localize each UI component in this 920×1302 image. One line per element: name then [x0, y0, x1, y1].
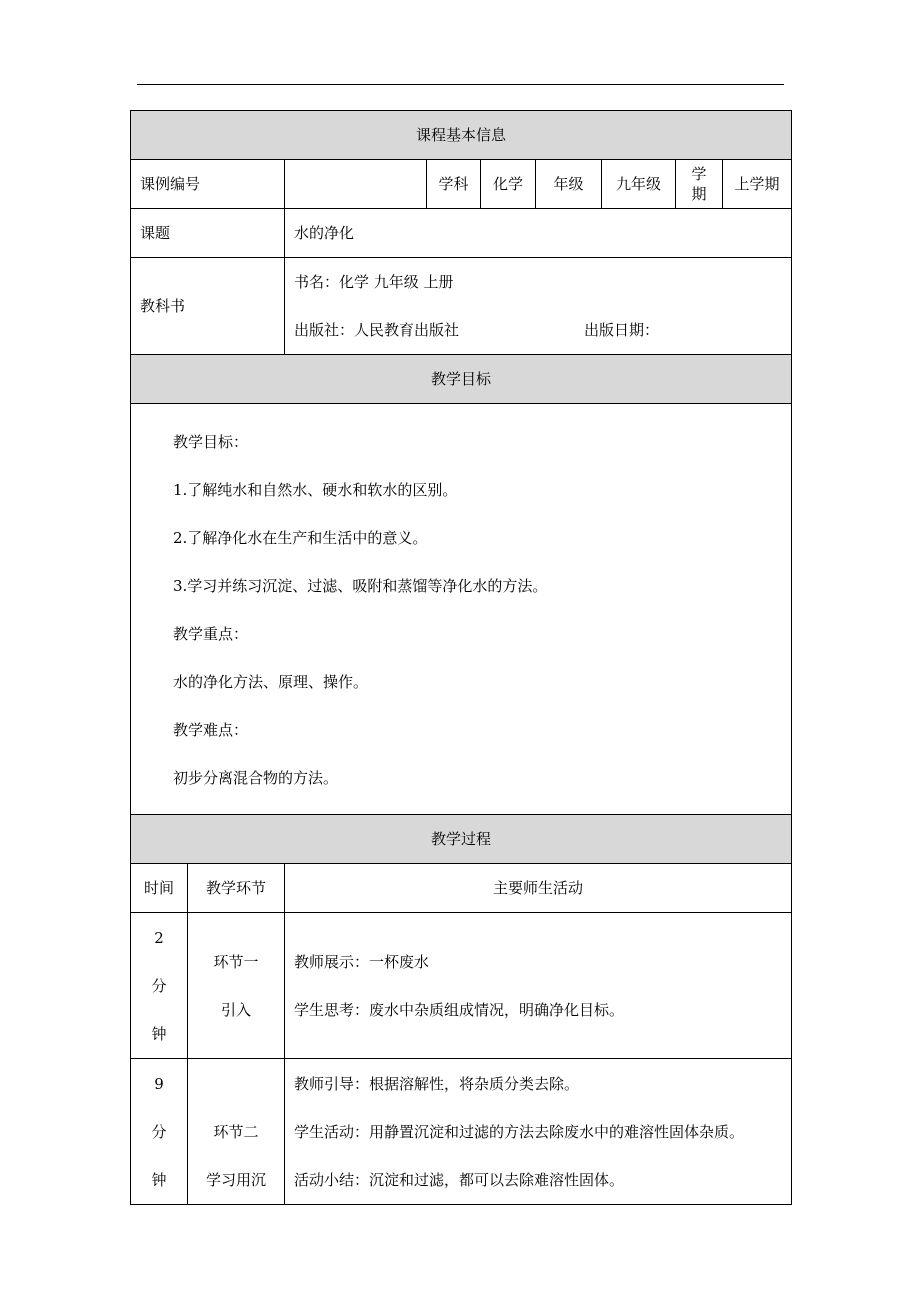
- goals-line: 3.学习并练习沉淀、过滤、吸附和蒸馏等净化水的方法。: [173, 577, 548, 595]
- term-value: 上学期: [723, 160, 792, 209]
- publish-date: 出版日期：: [584, 321, 660, 339]
- time-digit: 9: [154, 1074, 164, 1093]
- activity-line: 活动小结：沉淀和过滤，都可以去除难溶性固体。: [294, 1170, 625, 1189]
- process-row: [131, 1059, 792, 1205]
- case-number-value: [285, 160, 427, 209]
- goals-line: 1.了解纯水和自然水、硬水和软水的区别。: [173, 481, 458, 499]
- row-activities: [285, 1059, 792, 1205]
- textbook-info: [285, 258, 792, 355]
- row-time: [131, 1059, 188, 1205]
- publisher-line: [294, 306, 782, 354]
- col-stage-header: 教学环节: [188, 864, 285, 913]
- row-stage: [188, 913, 285, 1059]
- goals-line: 教学难点：: [173, 721, 249, 739]
- topic-label: 课题: [131, 209, 285, 258]
- stage-title: 学习用沉: [205, 1171, 266, 1189]
- stage-title: 引入: [220, 1000, 251, 1019]
- goals-line: 教学重点：: [173, 625, 249, 643]
- textbook-label: 教科书: [131, 258, 285, 355]
- row-time: [131, 913, 188, 1059]
- term-label: 学期: [676, 160, 723, 209]
- time-unit: 分: [151, 1122, 167, 1141]
- goals-line: 教学目标：: [173, 433, 249, 451]
- goals-line: 2.了解净化水在生产和生活中的意义。: [173, 529, 428, 547]
- grade-value: 九年级: [602, 160, 676, 209]
- teaching-goals-body: [131, 404, 792, 815]
- book-name: 书名：化学 九年级 上册: [294, 273, 454, 291]
- row-activities: [285, 913, 792, 1059]
- process-row: [131, 913, 792, 1059]
- case-number-label: 课例编号: [131, 160, 285, 209]
- subject-value: 化学: [481, 160, 536, 209]
- goals-line: 初步分离混合物的方法。: [173, 769, 339, 787]
- goals-line: 水的净化方法、原理、操作。: [173, 673, 369, 691]
- activity-line: 学生思考：废水中杂质组成情况，明确净化目标。: [294, 1000, 625, 1019]
- row-stage: [188, 1059, 285, 1205]
- time-digit: 2: [154, 928, 164, 947]
- header-rule: [137, 84, 784, 85]
- col-activity-header: 主要师生活动: [285, 864, 792, 913]
- topic-value: 水的净化: [285, 209, 792, 258]
- activity-line: 学生活动：用静置沉淀和过滤的方法去除废水中的难溶性固体杂质。: [294, 1122, 745, 1141]
- teaching-process-heading: 教学过程: [131, 815, 792, 864]
- activity-line: 教师展示：一杯废水: [294, 952, 430, 971]
- col-time-header: 时间: [131, 864, 188, 913]
- subject-label: 学科: [427, 160, 481, 209]
- lesson-plan-table: [130, 110, 792, 1205]
- publisher: 出版社：人民教育出版社: [294, 321, 460, 339]
- stage-name: 环节一: [213, 952, 259, 971]
- time-unit: 钟: [151, 1170, 167, 1189]
- time-unit: 钟: [151, 1024, 167, 1043]
- stage-name: 环节二: [213, 1123, 259, 1141]
- activity-line: 教师引导：根据溶解性，将杂质分类去除。: [294, 1074, 580, 1093]
- course-info-heading: 课程基本信息: [131, 111, 792, 160]
- time-unit: 分: [151, 976, 167, 995]
- grade-label: 年级: [536, 160, 602, 209]
- teaching-goals-heading: 教学目标: [131, 355, 792, 404]
